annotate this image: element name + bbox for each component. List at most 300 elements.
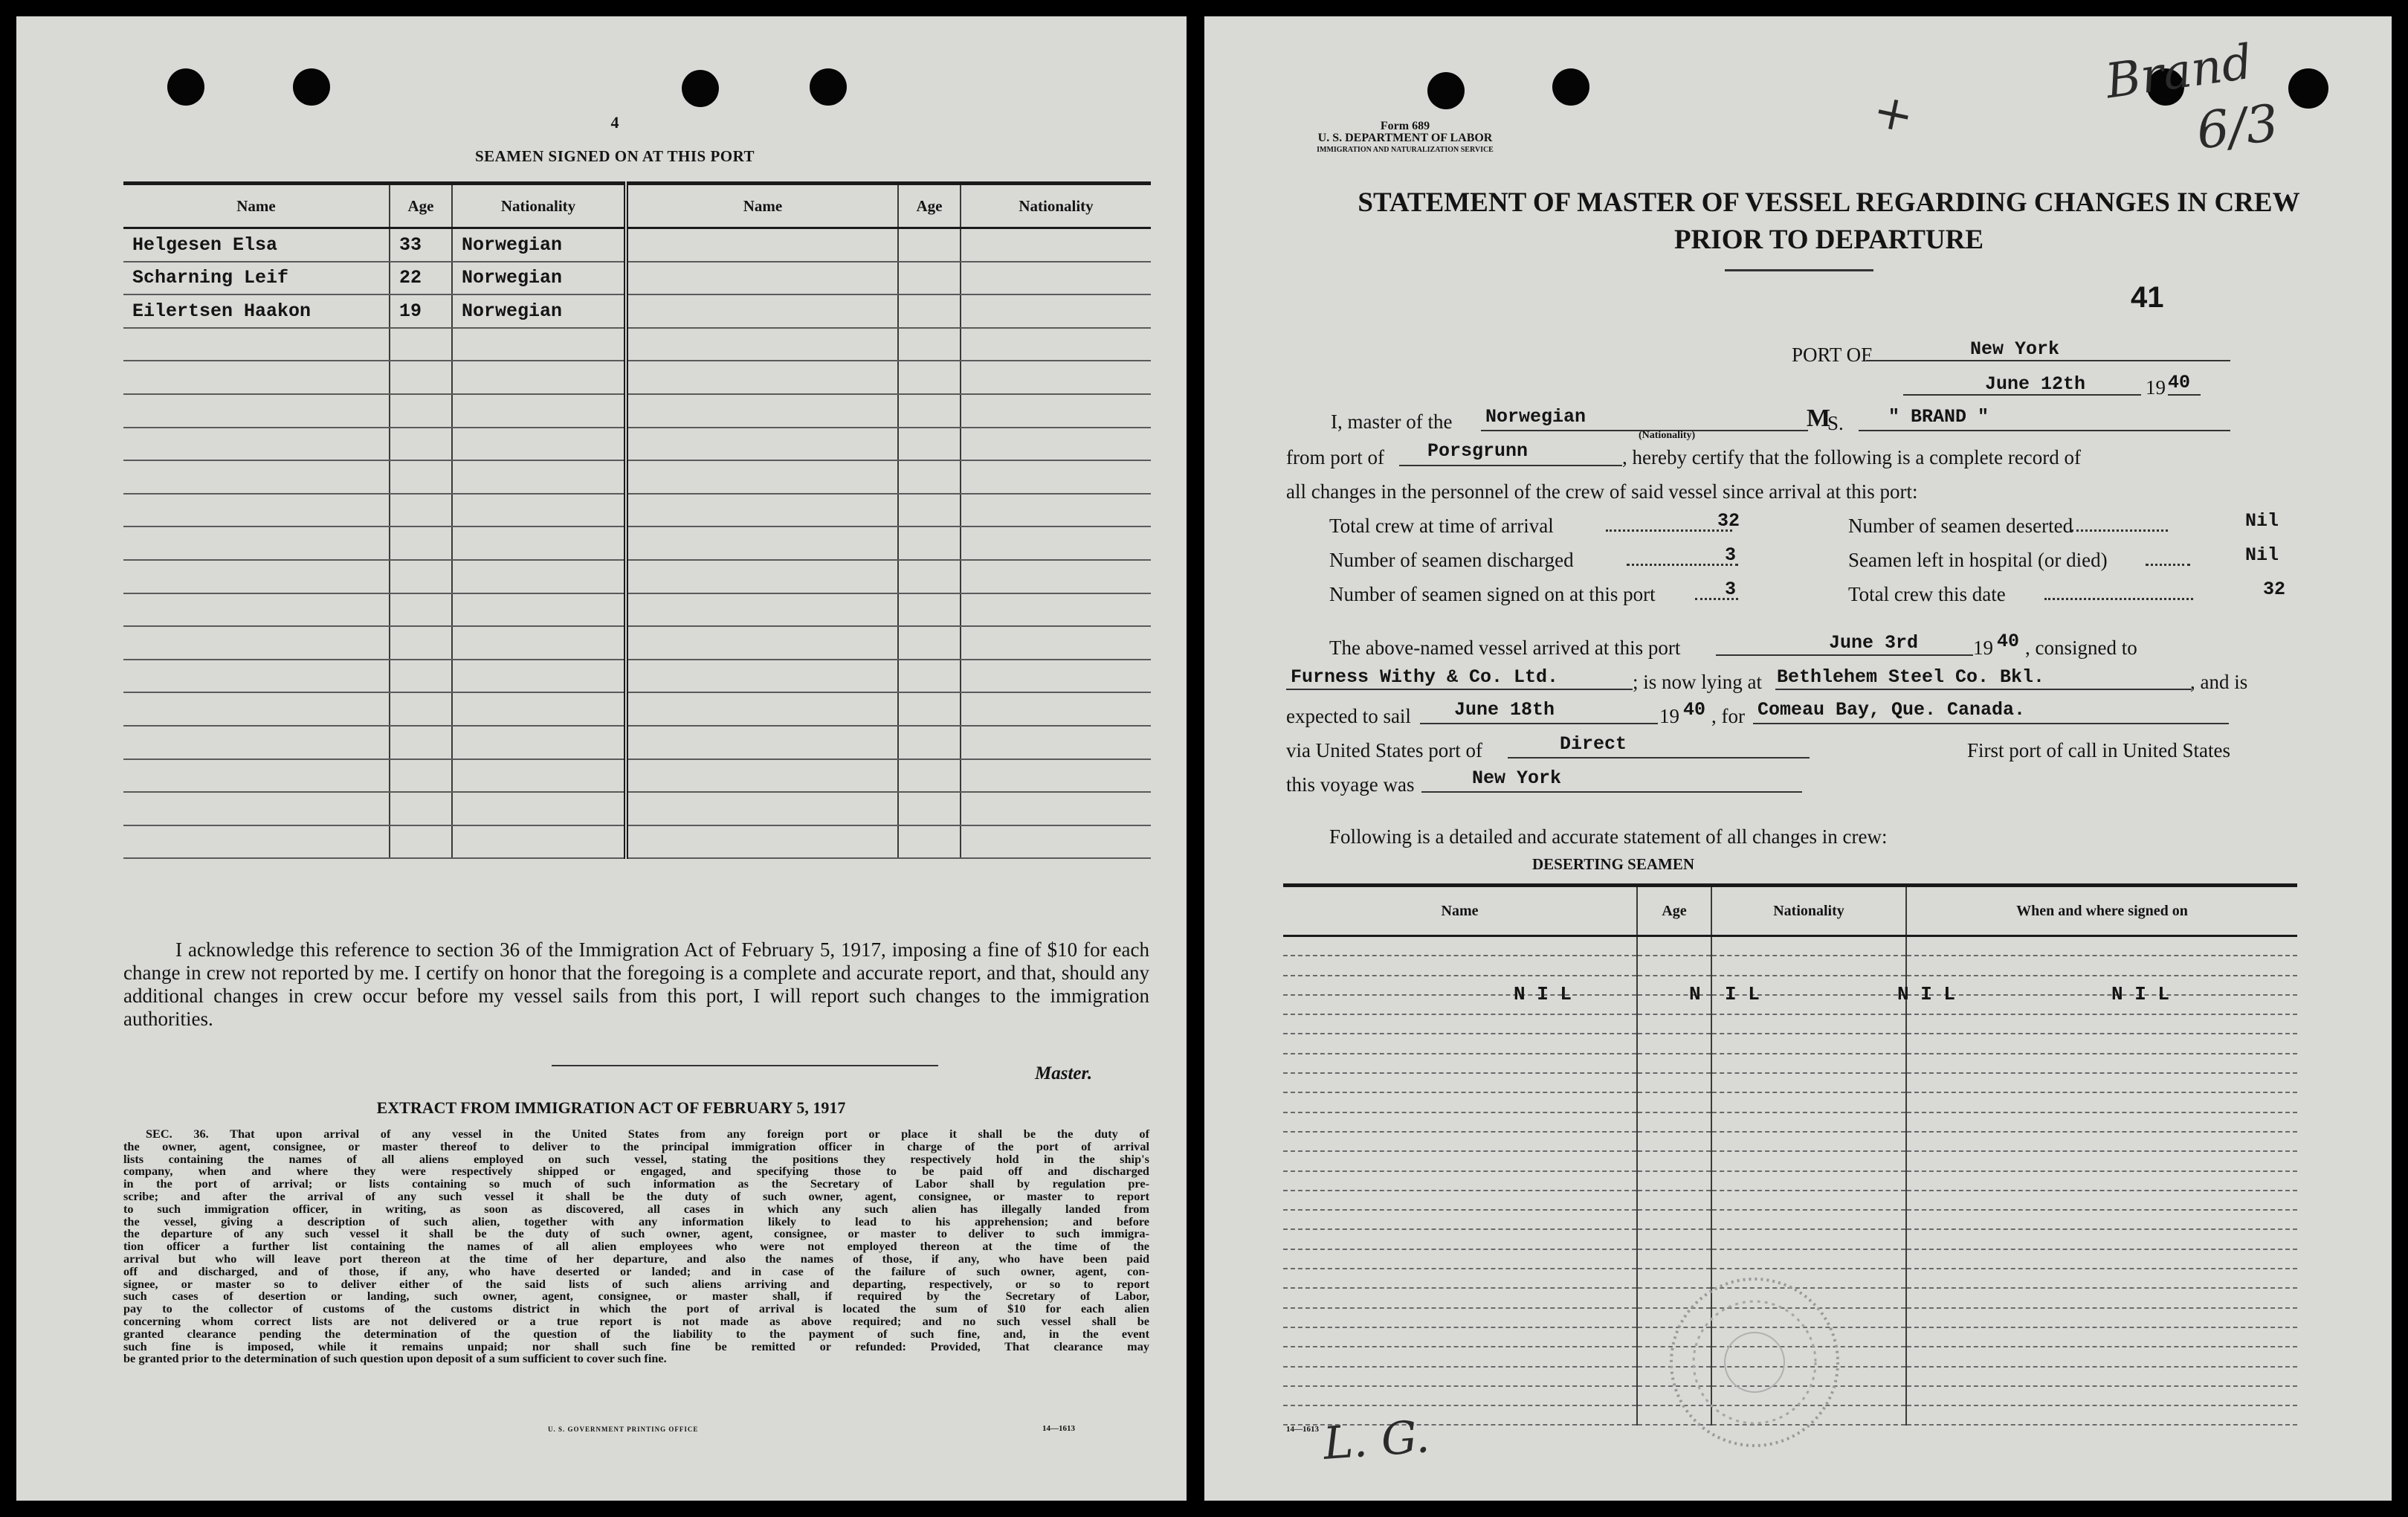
- empty-cell: [626, 394, 898, 428]
- empty-cell: [123, 792, 390, 825]
- empty-cell: [1637, 1034, 1711, 1053]
- extract-line: the vessel, giving a description of such alien, together with any information likely to lead to his apprehension; and before: [123, 1214, 1149, 1228]
- stat-label-total-date: Total crew this date: [1848, 583, 2006, 605]
- punch-hole: [682, 70, 719, 107]
- arrived-year-value: 40: [1997, 631, 2020, 652]
- col-header-signed-on: When and where signed on: [1906, 886, 2297, 936]
- consigned-label: , consigned to: [2025, 637, 2137, 659]
- empty-cell: [898, 328, 961, 361]
- col-header-name: Name: [626, 184, 898, 228]
- extract-line: be granted prior to the determination of such question upon deposit of a sum sufficient to cover such fine.: [123, 1351, 667, 1366]
- handwritten-mark: +: [1868, 83, 1919, 145]
- empty-cell: [961, 792, 1151, 825]
- via-line: [1508, 757, 1810, 758]
- empty-cell: [390, 526, 452, 560]
- extract-line: the departure of any such vessel it shall be the duty of such owner, agent, consignee, or master to deliver to such immigra-: [123, 1226, 1149, 1241]
- empty-cell: [452, 526, 626, 560]
- empty-cell: [390, 460, 452, 494]
- empty-cell: [898, 228, 961, 262]
- vessel-type-s: S.: [1827, 412, 1844, 434]
- empty-cell: [123, 626, 390, 660]
- empty-cell: [123, 759, 390, 793]
- master-of-label: I, master of the: [1331, 410, 1453, 433]
- empty-cell: [961, 494, 1151, 527]
- punch-hole: [167, 68, 204, 106]
- table-row: [123, 494, 1151, 527]
- empty-cell: [1637, 1014, 1711, 1034]
- empty-cell: [626, 560, 898, 593]
- empty-cell: [1906, 1327, 2297, 1347]
- empty-cell: [1283, 1132, 1637, 1151]
- table-row: [123, 792, 1151, 825]
- col-header-age: Age: [390, 184, 452, 228]
- table-row: [123, 825, 1151, 859]
- empty-cell: [452, 460, 626, 494]
- empty-cell: [1637, 936, 1711, 956]
- empty-cell: [961, 394, 1151, 428]
- empty-cell: [898, 626, 961, 660]
- empty-cell: [626, 626, 898, 660]
- punch-hole: [1552, 68, 1589, 106]
- from-port-line: [1399, 465, 1622, 466]
- empty-cell: [452, 428, 626, 461]
- stat-value-total-date: 32: [2263, 579, 2286, 600]
- empty-cell: [452, 692, 626, 726]
- empty-cell: [626, 494, 898, 527]
- empty-cell: [626, 792, 898, 825]
- master-label: Master.: [1035, 1063, 1093, 1083]
- first-port-label: First port of call in United States: [1967, 739, 2230, 761]
- empty-cell: [1711, 1249, 1906, 1269]
- empty-cell: [626, 692, 898, 726]
- table-row: [1283, 1014, 2297, 1034]
- empty-cell: [1711, 1191, 1906, 1210]
- extract-line: signee, or master so to deliver either of the said lists of such aliens arriving and departing, respectively, or so to report: [123, 1276, 1149, 1291]
- empty-cell: [1283, 956, 1637, 975]
- empty-cell: [1283, 1386, 1637, 1405]
- extract-line: pay to the collector of customs of the customs district in which the port of arrival is located the sum of $10 for each alien: [123, 1301, 1149, 1316]
- voyage-value: New York: [1472, 767, 1562, 789]
- sail-year-value: 40: [1683, 699, 1706, 721]
- col-header-name: Name: [1283, 886, 1637, 936]
- empty-cell: [452, 626, 626, 660]
- nil-name: N I L: [1514, 983, 1572, 1005]
- col-header-age: Age: [898, 184, 961, 228]
- consignee-line: [1286, 689, 1633, 690]
- empty-cell: [390, 726, 452, 759]
- empty-cell: [961, 626, 1151, 660]
- right-page: [1204, 16, 2392, 1501]
- empty-cell: [1711, 1210, 1906, 1229]
- official-seal: [1665, 1273, 1844, 1452]
- empty-cell: [1283, 1210, 1637, 1229]
- empty-cell: [452, 394, 626, 428]
- empty-cell: [1637, 1210, 1711, 1229]
- empty-cell: [1906, 1210, 2297, 1229]
- empty-cell: [1906, 1249, 2297, 1269]
- table-row: [123, 328, 1151, 361]
- empty-cell: [390, 428, 452, 461]
- empty-cell: [898, 394, 961, 428]
- empty-cell: [390, 692, 452, 726]
- table-row: [123, 726, 1151, 759]
- empty-cell: [390, 825, 452, 859]
- empty-cell: [626, 262, 898, 295]
- punch-hole: [810, 68, 847, 106]
- table-row: [1283, 1191, 2297, 1210]
- cell-nationality: Norwegian: [452, 262, 626, 295]
- empty-cell: [1711, 1112, 1906, 1132]
- empty-cell: [1906, 1308, 2297, 1327]
- form-number: Form 689: [1380, 120, 1430, 132]
- empty-cell: [898, 759, 961, 793]
- empty-cell: [1283, 1288, 1637, 1307]
- stat-value-deserted: Nil: [2245, 510, 2279, 532]
- all-changes-text: all changes in the personnel of the crew of said vessel since arrival at this port:: [1286, 480, 1918, 503]
- empty-cell: [1283, 1073, 1637, 1092]
- empty-cell: [1283, 1308, 1637, 1327]
- form-code: 14—1613: [1286, 1425, 1319, 1434]
- empty-cell: [961, 726, 1151, 759]
- empty-cell: [1637, 1132, 1711, 1151]
- table-row: [123, 626, 1151, 660]
- empty-cell: [1906, 1034, 2297, 1053]
- extract-line: lists containing the names of all aliens employed on such vessel, stating the positions they respectively hold in the ship's: [123, 1151, 1149, 1166]
- table-row: [123, 759, 1151, 793]
- stat-label-discharged: Number of seamen discharged: [1329, 549, 1574, 571]
- empty-cell: [1637, 1191, 1711, 1210]
- empty-cell: [1906, 1347, 2297, 1366]
- empty-cell: [452, 759, 626, 793]
- section-title: SEAMEN SIGNED ON AT THIS PORT: [474, 147, 755, 165]
- cell-name: Helgesen Elsa: [123, 228, 390, 262]
- empty-cell: [1906, 1288, 2297, 1307]
- expected-label: expected to sail: [1286, 705, 1411, 727]
- empty-cell: [1711, 1034, 1906, 1053]
- empty-cell: [1906, 1092, 2297, 1112]
- for-label: , for: [1711, 705, 1745, 727]
- port-line: [1866, 360, 2230, 361]
- port-label: PORT OF: [1792, 344, 1873, 366]
- empty-cell: [1711, 1171, 1906, 1191]
- table-row: [1283, 1249, 2297, 1269]
- empty-cell: [452, 494, 626, 527]
- via-label: via United States port of: [1286, 739, 1482, 761]
- table-row: [1283, 1151, 2297, 1170]
- voyage-line: [1421, 791, 1802, 793]
- empty-cell: [1906, 1054, 2297, 1073]
- from-port-value: Porsgrunn: [1427, 440, 1529, 462]
- stat-value-total-arrival: 32: [1717, 510, 1740, 532]
- cell-name: Scharning Leif: [123, 262, 390, 295]
- stamp-number: 41: [2131, 281, 2164, 314]
- empty-cell: [961, 593, 1151, 627]
- empty-cell: [452, 660, 626, 693]
- empty-cell: [452, 361, 626, 394]
- empty-cell: [1906, 1014, 2297, 1034]
- sail-date: June 18th: [1454, 699, 1555, 721]
- empty-cell: [961, 526, 1151, 560]
- date-value: June 12th: [1985, 373, 2086, 395]
- empty-cell: [1906, 1386, 2297, 1405]
- empty-cell: [390, 593, 452, 627]
- year-line: [2168, 394, 2201, 396]
- extract-text: [123, 1128, 1149, 1365]
- empty-cell: [123, 526, 390, 560]
- empty-cell: [452, 560, 626, 593]
- empty-cell: [1711, 1151, 1906, 1170]
- arrived-label: The above-named vessel arrived at this port: [1329, 637, 1681, 659]
- table-row: [123, 660, 1151, 693]
- empty-cell: [1637, 1151, 1711, 1170]
- empty-cell: [961, 428, 1151, 461]
- empty-cell: [626, 825, 898, 859]
- cell-nationality: Norwegian: [452, 228, 626, 262]
- extract-line: in the port of arrival; or lists containing so much of such information as the Secretary of Labor shall by regulation pre-: [123, 1176, 1149, 1191]
- acknowledgement-text: I acknowledge this reference to section 36 of the Immigration Act of February 5, 1917, imposing a fine of $10 for each change in crew not reported by me. I certify on honor that the foregoing is a complete and accurate report, and that, should any additional changes in crew occur before my vessel sails from this port, I will report such changes to the immigration authorities.: [123, 938, 1149, 1030]
- arrived-year-prefix: 19: [1973, 637, 1993, 659]
- table-row: [123, 526, 1151, 560]
- empty-cell: [1906, 1405, 2297, 1425]
- empty-cell: [1283, 1151, 1637, 1170]
- sail-year-prefix: 19: [1659, 705, 1679, 727]
- empty-cell: [390, 626, 452, 660]
- table-row: [123, 460, 1151, 494]
- empty-cell: [1283, 1367, 1637, 1386]
- deserting-title: DESERTING SEAMEN: [1531, 855, 1695, 873]
- empty-cell: [961, 660, 1151, 693]
- empty-cell: [1906, 956, 2297, 975]
- nil-nationality: I L: [1725, 983, 1760, 1005]
- punch-hole: [293, 68, 330, 106]
- empty-cell: [123, 428, 390, 461]
- empty-cell: [123, 593, 390, 627]
- empty-cell: [626, 328, 898, 361]
- stat-dots: [2071, 529, 2168, 532]
- stat-label-total-arrival: Total crew at time of arrival: [1329, 515, 1554, 537]
- page-title-line2: PRIOR TO DEPARTURE: [1673, 225, 1984, 255]
- empty-cell: [626, 726, 898, 759]
- extract-line: granted clearance pending the determination of the question of the liability to the payment of such fine, and, in the event: [123, 1326, 1149, 1341]
- service-name: IMMIGRATION AND NATURALIZATION SERVICE: [1317, 146, 1494, 154]
- empty-cell: [1711, 936, 1906, 956]
- extract-title: EXTRACT FROM IMMIGRATION ACT OF FEBRUARY 5, 1917: [376, 1098, 846, 1117]
- stat-dots: [2146, 564, 2190, 566]
- empty-cell: [1283, 936, 1637, 956]
- empty-cell: [390, 361, 452, 394]
- certify-text: , hereby certify that the following is a complete record of: [1622, 446, 2082, 468]
- empty-cell: [390, 560, 452, 593]
- cell-age: 19: [390, 294, 452, 328]
- empty-cell: [452, 593, 626, 627]
- empty-cell: [1711, 1132, 1906, 1151]
- empty-cell: [452, 726, 626, 759]
- lying-line: [1775, 689, 2192, 690]
- destination-line: [1753, 723, 2229, 724]
- and-is-label: , and is: [2190, 671, 2248, 693]
- empty-cell: [1906, 1229, 2297, 1249]
- table-row: [123, 294, 1151, 328]
- empty-cell: [898, 460, 961, 494]
- empty-cell: [1637, 956, 1711, 975]
- empty-cell: [961, 228, 1151, 262]
- port-value: New York: [1970, 338, 2060, 360]
- empty-cell: [626, 294, 898, 328]
- empty-cell: [961, 560, 1151, 593]
- empty-cell: [1283, 1014, 1637, 1034]
- stat-label-hospital: Seamen left in hospital (or died): [1848, 549, 2108, 571]
- stat-dots: [2044, 598, 2193, 600]
- via-value: Direct: [1560, 733, 1627, 755]
- empty-cell: [1906, 936, 2297, 956]
- consignee-value: Furness Withy & Co. Ltd.: [1291, 666, 1559, 688]
- extract-line: scribe; and after the arrival of any such vessel it shall be the duty of such owner, agent, consignee, or master to report: [123, 1188, 1149, 1203]
- empty-cell: [898, 660, 961, 693]
- empty-cell: [1906, 1367, 2297, 1386]
- page-title: [1338, 184, 2320, 259]
- nil-signed-on-2: N I L: [2111, 983, 2170, 1005]
- stat-value-discharged: 3: [1725, 544, 1737, 566]
- following-text: Following is a detailed and accurate statement of all changes in crew:: [1329, 825, 1888, 848]
- empty-cell: [1637, 1054, 1711, 1073]
- master-signature-line: [552, 1065, 938, 1066]
- empty-cell: [452, 328, 626, 361]
- table-row: [1283, 956, 2297, 975]
- table-row: [1283, 1210, 2297, 1229]
- extract-line: to such immigration officer, in writing, as soon as discovered, all cases in which any such alien has illegally landed from: [123, 1201, 1149, 1216]
- empty-cell: [898, 294, 961, 328]
- empty-cell: [898, 692, 961, 726]
- punch-hole: [1427, 72, 1465, 109]
- empty-cell: [898, 361, 961, 394]
- cell-nationality: Norwegian: [452, 294, 626, 328]
- empty-cell: [961, 692, 1151, 726]
- empty-cell: [1283, 1229, 1637, 1249]
- stat-dots: [1606, 529, 1732, 532]
- empty-cell: [123, 692, 390, 726]
- empty-cell: [626, 660, 898, 693]
- cell-age: 33: [390, 228, 452, 262]
- empty-cell: [961, 759, 1151, 793]
- empty-cell: [1637, 1249, 1711, 1269]
- empty-cell: [123, 394, 390, 428]
- table-row: [1283, 1054, 2297, 1073]
- arrived-value: June 3rd: [1829, 632, 1919, 654]
- table-row: [1283, 1132, 2297, 1151]
- punch-hole: [2288, 68, 2328, 109]
- empty-cell: [1711, 956, 1906, 975]
- empty-cell: [1906, 1191, 2297, 1210]
- empty-cell: [1637, 1229, 1711, 1249]
- empty-cell: [390, 328, 452, 361]
- extract-line: tion officer a further list containing the names of all alien employees who were not employed thereon at the time of the: [123, 1239, 1149, 1254]
- empty-cell: [626, 759, 898, 793]
- empty-cell: [898, 560, 961, 593]
- empty-cell: [123, 460, 390, 494]
- extract-line: SEC. 36. That upon arrival of any vessel in the United States from any foreign port or place it shall be the duty of: [146, 1127, 1149, 1141]
- nationality-value: Norwegian: [1485, 406, 1586, 428]
- title-underline: [1725, 269, 1873, 271]
- empty-cell: [1283, 1054, 1637, 1073]
- year-prefix: 19: [2146, 376, 2166, 399]
- empty-cell: [1711, 1229, 1906, 1249]
- handwritten-initials: L. G.: [1321, 1411, 1432, 1470]
- year-value: 40: [2168, 372, 2191, 393]
- table-row: [1283, 1073, 2297, 1092]
- empty-cell: [1906, 1073, 2297, 1092]
- empty-cell: [898, 494, 961, 527]
- empty-cell: [1637, 1073, 1711, 1092]
- empty-cell: [626, 228, 898, 262]
- lying-value: Bethlehem Steel Co. Bkl.: [1777, 666, 2045, 688]
- empty-cell: [1283, 976, 1637, 995]
- destination-value: Comeau Bay, Que. Canada.: [1757, 699, 2026, 721]
- cell-age: 22: [390, 262, 452, 295]
- empty-cell: [1906, 995, 2297, 1014]
- lying-label: ; is now lying at: [1633, 671, 1762, 693]
- table-row: [123, 361, 1151, 394]
- table-row: [123, 692, 1151, 726]
- form-header: [1316, 120, 1494, 156]
- empty-cell: [626, 593, 898, 627]
- empty-cell: [1283, 1249, 1637, 1269]
- empty-cell: [123, 328, 390, 361]
- department-name: U. S. DEPARTMENT OF LABOR: [1317, 132, 1493, 144]
- empty-cell: [390, 660, 452, 693]
- empty-cell: [961, 262, 1151, 295]
- empty-cell: [898, 825, 961, 859]
- empty-cell: [1711, 1073, 1906, 1092]
- empty-cell: [898, 526, 961, 560]
- extract-line: company, when and where they were respectively shipped or engaged, and specifying those to be paid off and discharged: [123, 1164, 1149, 1179]
- extract-line: off and discharged, and of those, if any, who have deserted or landed; and in case of the failure of such owner, agent, con-: [123, 1263, 1149, 1278]
- voyage-label: this voyage was: [1286, 773, 1415, 796]
- empty-cell: [1906, 1171, 2297, 1191]
- empty-cell: [626, 361, 898, 394]
- stat-label-deserted: Number of seamen deserted: [1848, 515, 2073, 537]
- table-row: [1283, 1229, 2297, 1249]
- table-row: [1283, 1171, 2297, 1191]
- col-header-nationality: Nationality: [452, 184, 626, 228]
- table-row: [1283, 1034, 2297, 1053]
- empty-cell: [452, 825, 626, 859]
- left-page: [16, 16, 1187, 1501]
- empty-cell: [390, 494, 452, 527]
- empty-cell: [123, 660, 390, 693]
- empty-cell: [898, 726, 961, 759]
- page-number: 4: [610, 113, 619, 132]
- table-row: [123, 593, 1151, 627]
- extract-line: such cases of desertion or landing, such owner, agent, consignee, or master shall, if required by the Secretary of Labor,: [123, 1289, 1149, 1304]
- empty-cell: [961, 294, 1151, 328]
- empty-cell: [626, 428, 898, 461]
- table-row: [123, 428, 1151, 461]
- stat-label-signed-on: Number of seamen signed on at this port: [1329, 583, 1656, 605]
- empty-cell: [898, 262, 961, 295]
- col-header-age: Age: [1637, 886, 1711, 936]
- empty-cell: [1906, 1269, 2297, 1288]
- handwritten-vessel-name: Brand: [2102, 34, 2256, 110]
- form-code: 14—1613: [1042, 1424, 1075, 1433]
- empty-cell: [898, 593, 961, 627]
- sail-date-line: [1420, 723, 1658, 724]
- nationality-caption: (Nationality): [1639, 430, 1696, 441]
- stat-value-signed-on: 3: [1725, 579, 1737, 600]
- vessel-name: " BRAND ": [1888, 406, 1989, 428]
- empty-cell: [390, 394, 452, 428]
- table-row: [1283, 1112, 2297, 1132]
- table-row: [123, 560, 1151, 593]
